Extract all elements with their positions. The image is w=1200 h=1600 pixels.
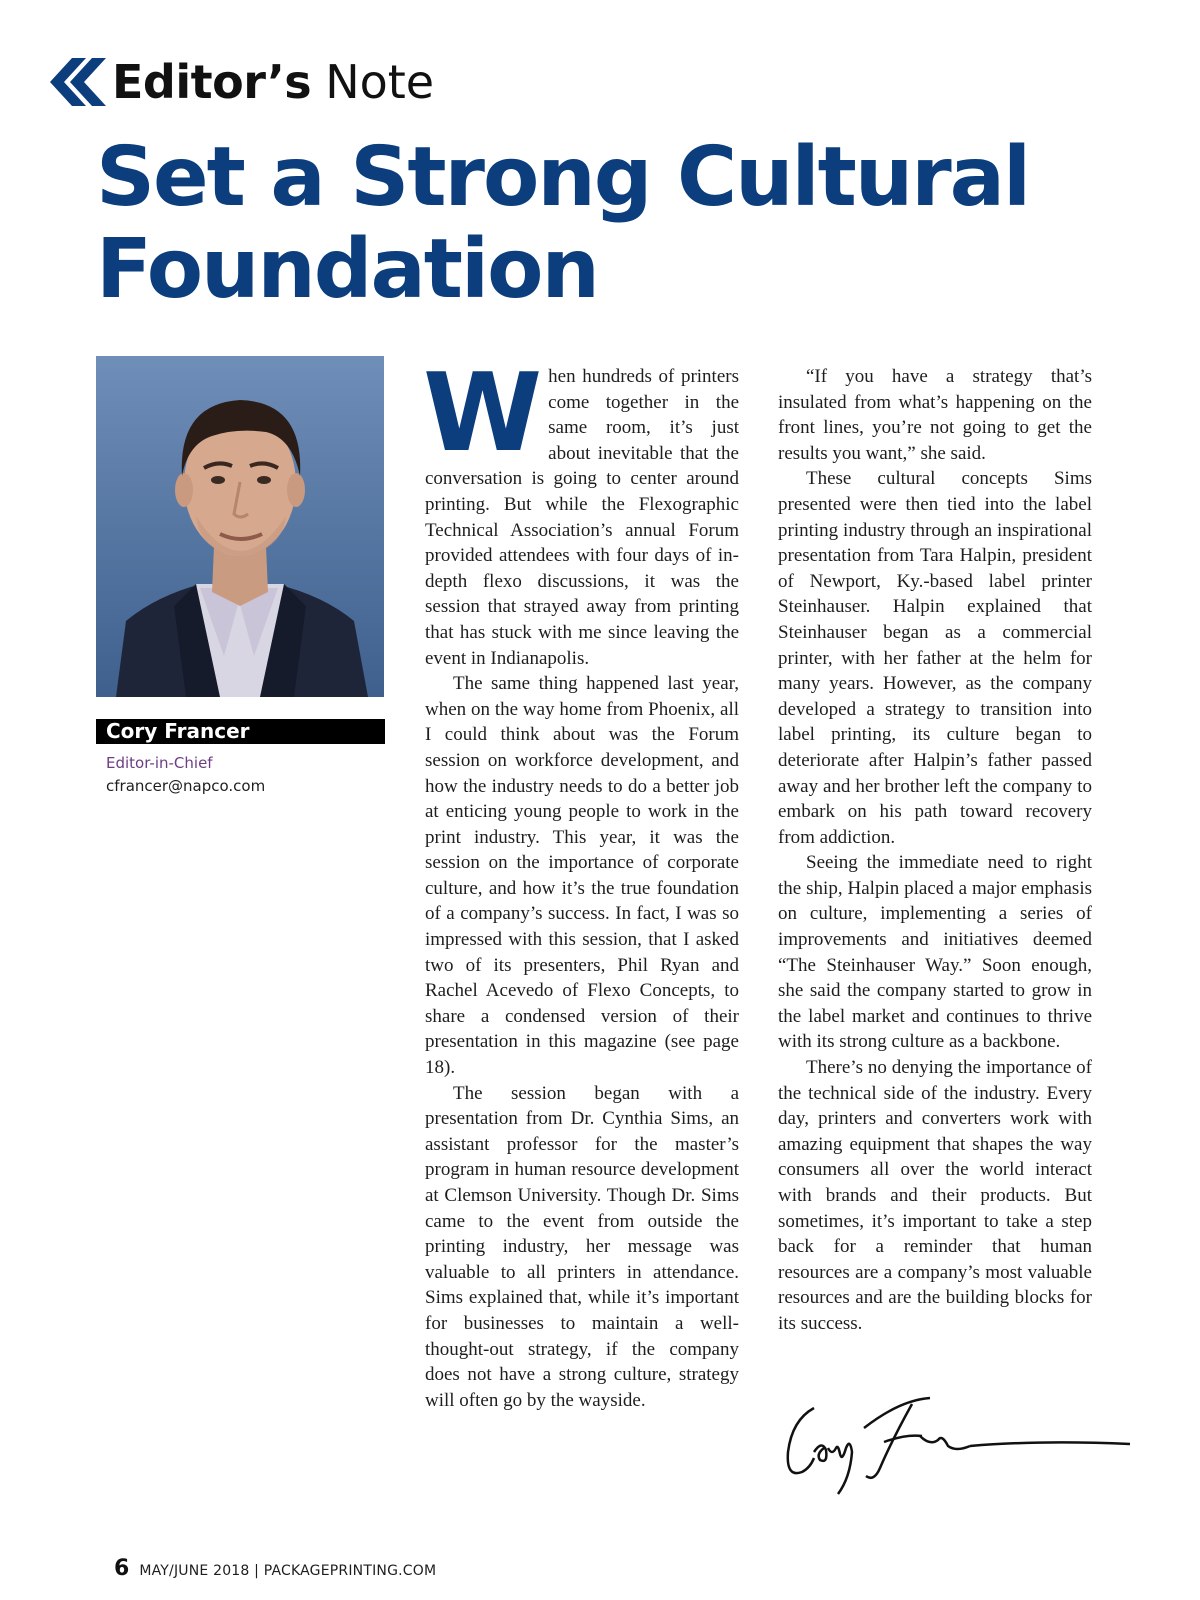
signature: [780, 1390, 1140, 1500]
author-photo: [96, 356, 384, 697]
article-headline: Set a Strong Cultural Foundation: [96, 130, 1030, 317]
author-role: Editor-in-Chief: [106, 754, 213, 772]
article-column-1: [423, 351, 739, 1413]
author-email: cfrancer@napco.com: [106, 777, 266, 795]
footer-issue-site: MAY/JUNE 2018 | PACKAGEPRINTING.COM: [139, 1563, 437, 1579]
article-paragraph: The session began with a presentation from Dr. Cynthia Sims, an assistant professor for the master’s program in human resource development at Clemson University. Though Dr. Sims came to the event from outside the printing industry, her message was valuable to all printers in attendance. Sims explained that, while it’s important for businesses to maintain a well-thought-out strategy, if the company does not have a strong culture, strategy will often go by the wayside.: [425, 1082, 739, 1411]
article-paragraph: The same thing happened last year, when on the way home from Phoenix, all I could think about was the Forum session on workforce development, and how the industry needs to do a better job at enticing young people to work in the print industry. This year, it was the session on the importance of corporate culture, and how it’s the true foundation of a company’s success. In fact, I was so impressed with this session, that I asked two of its presenters, Phil Ryan and Rachel Acevedo of Flexo Concepts, to share a condensed version of their presentation in this magazine (see page 18).: [425, 673, 739, 1079]
page-footer: [114, 1556, 436, 1581]
article-paragraph: “If you have a strategy that’s insulated from what’s happening on the front lines, you’re not going to get the results you want,” she said.: [778, 366, 1092, 464]
article-paragraph: There’s no denying the importance of the technical side of the industry. Every day, printers and converters work with amazing equipment that shapes the way consumers all over the world interact with brands and their products. But sometimes, it’s important to take a step back for a reminder that human resources are a company’s most valuable resources and are the building blocks for its success.: [778, 1057, 1092, 1334]
double-chevron-left-icon: [46, 56, 108, 108]
section-title-bold: Editor’s: [112, 55, 312, 109]
article-paragraph: Seeing the immediate need to right the ship, Halpin placed a major emphasis on culture, implementing a series of improvements and initiatives deemed “The Steinhauser Way.” Soon enough, she said the company started to grow in the label market and continues to thrive with its strong culture as a backbone.: [778, 852, 1092, 1053]
paragraph-text: hen hundreds of printers come together in the same room, it’s just about inevitable that the conversation is going to center around printing. But while the Flexographic Technical Association’s annual Forum provided attendees with four days of in-depth flexo discussions, it was the session that strayed away from printing that has stuck with me since leaving the event in Indianapolis.: [425, 366, 739, 669]
drop-cap: W: [423, 351, 539, 476]
author-name: Cory Francer: [96, 719, 385, 744]
section-title-light: Note: [325, 55, 435, 109]
article-paragraph: These cultural concepts Sims presented were then tied into the label printing industry through an inspirational presentation from Tara Halpin, president of Newport, Ky.-based label printer Steinhauser. Halpin explained that Steinhauser began as a commercial printer, with her father at the helm for many years. However, as the company developed a strategy to transition into label printing, its culture began to deteriorate after Halpin’s father passed away and her brother left the company to embark on his path toward recovery from addiction.: [778, 468, 1092, 848]
page-number: 6: [114, 1556, 130, 1581]
section-header: [46, 52, 434, 112]
article-column-2: [778, 364, 1092, 1337]
article-paragraph: [423, 351, 739, 671]
